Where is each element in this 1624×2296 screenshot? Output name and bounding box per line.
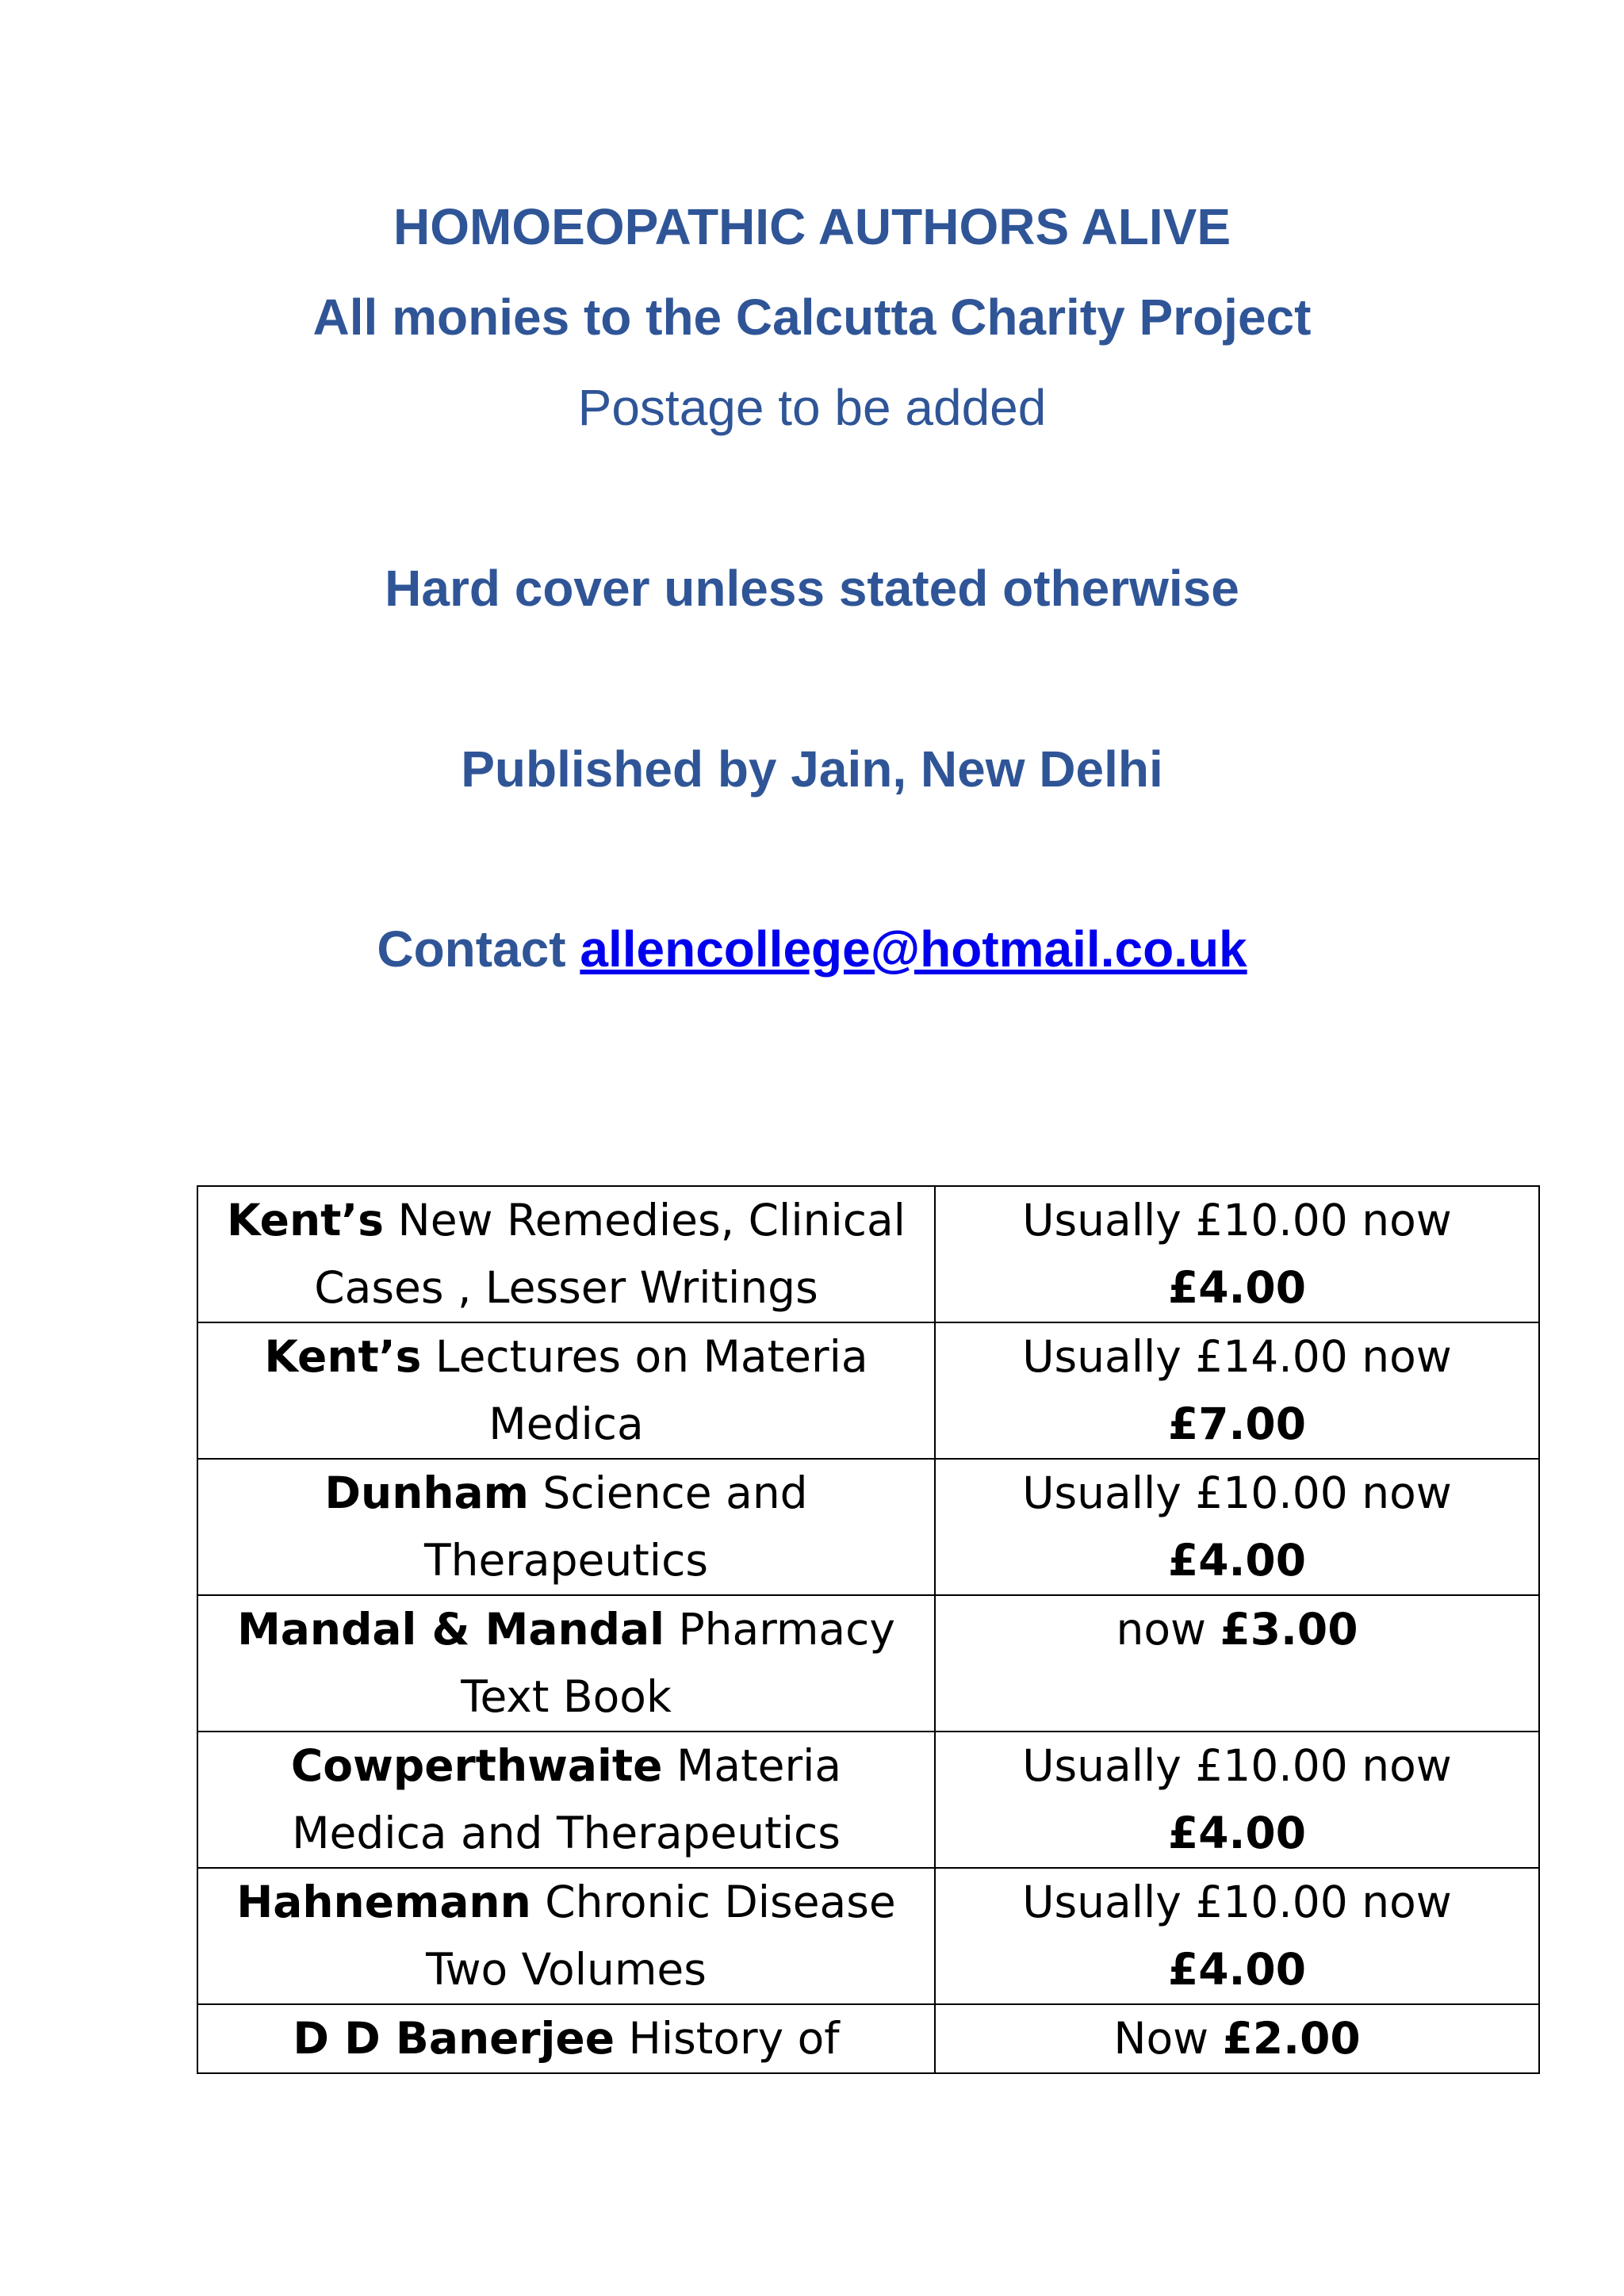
price-cell <box>935 1595 1539 1732</box>
contact-email-link[interactable]: allencollege@hotmail.co.uk <box>580 920 1247 978</box>
book-title: Chronic Disease Two Volumes <box>426 1877 896 1995</box>
book-title: Pharmacy Text Book <box>461 1604 895 1722</box>
table-row <box>197 1868 1539 2004</box>
table-row <box>197 1595 1539 1732</box>
book-author: Dunham <box>324 1468 529 1518</box>
book-author: Kent’s <box>264 1331 422 1382</box>
page-title: HOMOEOPATHIC AUTHORS ALIVE <box>393 198 1231 255</box>
table-row <box>197 2004 1539 2073</box>
sale-price: £4.00 <box>1168 1262 1306 1313</box>
usual-price: Usually £10.00 now <box>1022 1740 1452 1791</box>
book-cell <box>197 2004 935 2073</box>
publisher-note: Published by Jain, New Delhi <box>461 740 1163 798</box>
price-cell <box>935 1322 1539 1459</box>
contact-line <box>0 917 1624 981</box>
book-author: Kent’s <box>227 1195 385 1246</box>
contact-label: Contact <box>377 920 580 978</box>
usual-price: Usually £10.00 now <box>1022 1877 1452 1927</box>
book-title: Materia Medica and Therapeutics <box>292 1740 842 1858</box>
book-cell <box>197 1186 935 1322</box>
book-cell <box>197 1595 935 1732</box>
price-cell <box>935 1186 1539 1322</box>
book-cell <box>197 1459 935 1595</box>
book-author: Mandal & Mandal <box>237 1604 665 1655</box>
book-author: Hahnemann <box>236 1877 531 1927</box>
price-cell <box>935 1868 1539 2004</box>
table-row <box>197 1732 1539 1868</box>
book-author: Cowperthwaite <box>290 1740 663 1791</box>
sale-price: £4.00 <box>1168 1535 1306 1586</box>
table-row <box>197 1459 1539 1595</box>
page-subtitle: All monies to the Calcutta Charity Project <box>312 289 1312 346</box>
book-cell <box>197 1732 935 1868</box>
table-row <box>197 1322 1539 1459</box>
postage-note: Postage to be added <box>577 379 1047 436</box>
book-title: New Remedies, Clinical Cases , Lesser Writings <box>314 1195 906 1313</box>
price-prefix: Now <box>1113 2013 1223 2064</box>
price-cell <box>935 2004 1539 2073</box>
book-cell <box>197 1322 935 1459</box>
usual-price: Usually £10.00 now <box>1022 1195 1452 1246</box>
sale-price: £4.00 <box>1168 1944 1306 1995</box>
book-cell <box>197 1868 935 2004</box>
usual-price: Usually £10.00 now <box>1022 1468 1452 1518</box>
price-cell <box>935 1732 1539 1868</box>
book-author: D D Banerjee <box>293 2013 615 2064</box>
book-title: History of <box>615 2013 840 2064</box>
price-prefix: now <box>1116 1604 1220 1655</box>
cover-note: Hard cover unless stated otherwise <box>385 560 1239 617</box>
sale-price: £3.00 <box>1220 1604 1358 1655</box>
sale-price: £7.00 <box>1168 1399 1306 1449</box>
book-title: Science and Therapeutics <box>424 1468 808 1586</box>
book-title: Lectures on Materia Medica <box>421 1331 868 1449</box>
table-row <box>197 1186 1539 1322</box>
usual-price: Usually £14.00 now <box>1022 1331 1452 1382</box>
sale-price: £2.00 <box>1222 2013 1361 2064</box>
price-cell <box>935 1459 1539 1595</box>
book-price-table <box>197 1185 1540 2074</box>
sale-price: £4.00 <box>1168 1808 1306 1858</box>
